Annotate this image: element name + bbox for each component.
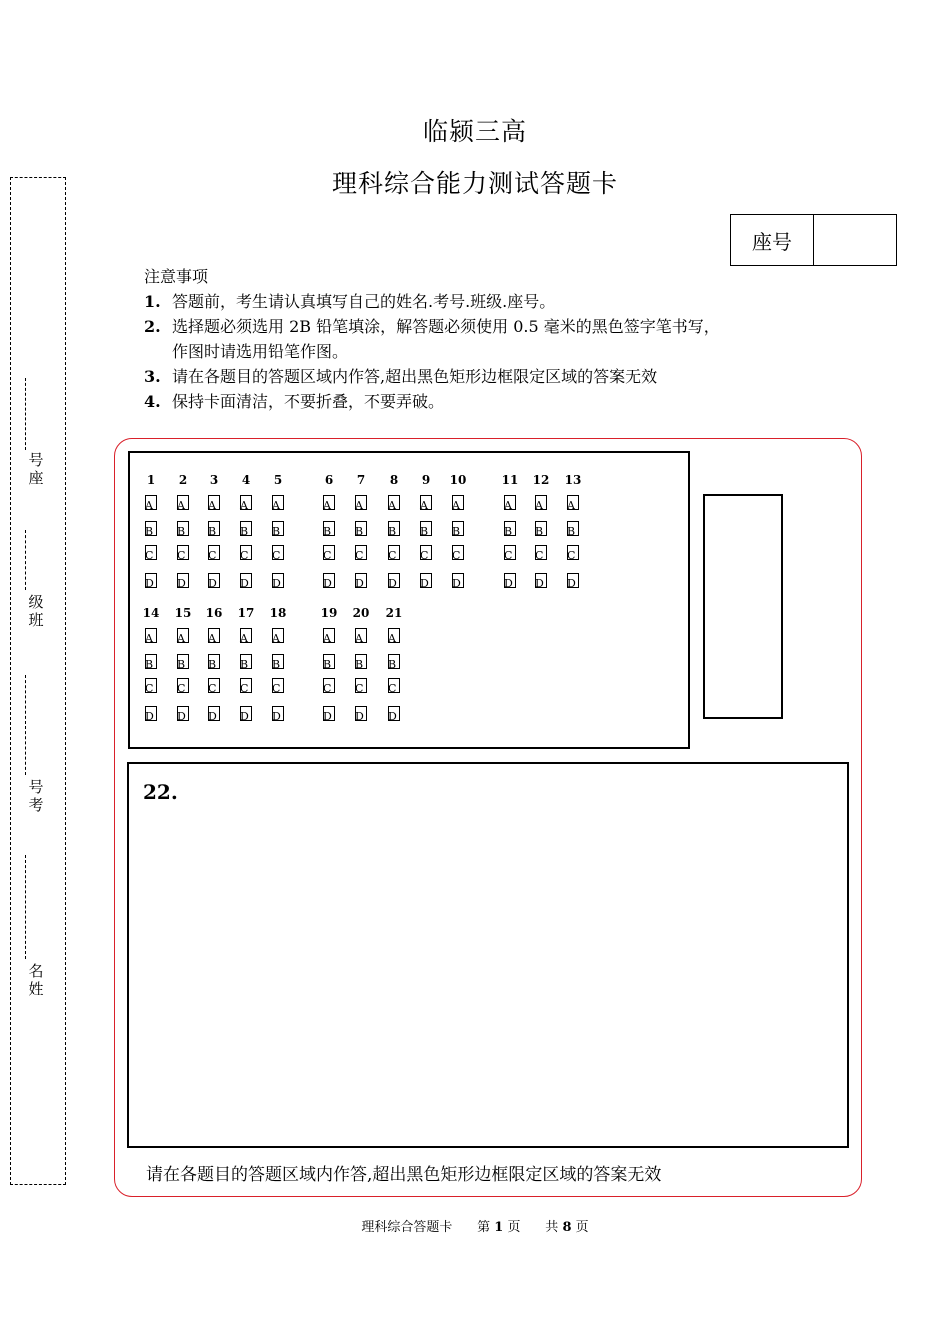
question-number: 13	[564, 473, 582, 487]
answer-bubble-d[interactable]: D	[452, 573, 464, 588]
answer-bubble-c[interactable]: C	[272, 678, 284, 693]
notice-item-text: 保持卡面清洁，不要折叠，不要弄破。	[172, 392, 445, 411]
answer-bubble-c[interactable]: C	[355, 678, 367, 693]
notice-item	[144, 289, 844, 314]
answer-bubble-b[interactable]: B	[452, 521, 464, 536]
field-label-char: 号	[28, 778, 44, 796]
field-label-char: 考	[28, 796, 44, 814]
question-number: 7	[356, 473, 366, 487]
answer-bubble-d[interactable]: D	[208, 706, 220, 721]
answer-bubble-d[interactable]: D	[567, 573, 579, 588]
seat-number-label: 座号	[731, 215, 814, 265]
answer-bubble-d[interactable]: D	[272, 573, 284, 588]
field-label-char: 班	[28, 611, 44, 629]
answer-bubble-a[interactable]: A	[208, 495, 220, 510]
footer-total-pages: 8	[562, 1220, 572, 1235]
question-number: 20	[352, 606, 370, 620]
field-underline	[25, 530, 32, 590]
answer-bubble-c[interactable]: C	[240, 545, 252, 560]
answer-bubble-b[interactable]: B	[145, 654, 157, 669]
answer-bubble-d[interactable]: D	[177, 573, 189, 588]
question-number: 5	[273, 473, 283, 487]
answer-bubble-d[interactable]: D	[240, 573, 252, 588]
answer-bubble-b[interactable]: B	[388, 654, 400, 669]
answer-bubble-d[interactable]: D	[420, 573, 432, 588]
name-field[interactable]	[23, 855, 47, 1000]
answer-bubble-c[interactable]: C	[272, 545, 284, 560]
answer-bubble-c[interactable]: C	[388, 545, 400, 560]
answer-bubble-a[interactable]: A	[145, 495, 157, 510]
field-label-char: 号	[28, 451, 44, 469]
answer-bubble-c[interactable]: C	[504, 545, 516, 560]
answer-bubble-c[interactable]: C	[388, 678, 400, 693]
question-number: 2	[178, 473, 188, 487]
answer-bubble-b[interactable]: B	[272, 654, 284, 669]
answer-bubble-c[interactable]: C	[323, 545, 335, 560]
bottom-warning-note: 请在各题目的答题区域内作答,超出黑色矩形边框限定区域的答案无效	[146, 1165, 662, 1185]
question-22-answer-box[interactable]	[127, 762, 849, 1148]
answer-bubble-c[interactable]: C	[420, 545, 432, 560]
answer-bubble-a[interactable]: A	[323, 628, 335, 643]
answer-bubble-a[interactable]: A	[388, 495, 400, 510]
notice-item	[144, 314, 844, 364]
answer-bubble-a[interactable]: A	[208, 628, 220, 643]
notice-item-number: 4.	[144, 392, 161, 411]
answer-bubble-c[interactable]: C	[208, 545, 220, 560]
field-underline	[25, 675, 32, 775]
answer-bubble-c[interactable]: C	[355, 545, 367, 560]
answer-bubble-a[interactable]: A	[323, 495, 335, 510]
notice-item	[144, 364, 844, 389]
question-number: 18	[269, 606, 287, 620]
answer-bubble-c[interactable]: C	[177, 678, 189, 693]
seat-field[interactable]	[23, 378, 47, 488]
answer-bubble-b[interactable]: B	[208, 521, 220, 536]
question-number: 8	[389, 473, 399, 487]
answer-bubble-d[interactable]: D	[177, 706, 189, 721]
question-number: 14	[142, 606, 160, 620]
answer-bubble-d[interactable]: D	[145, 706, 157, 721]
answer-bubble-b[interactable]: B	[535, 521, 547, 536]
answer-bubble-d[interactable]: D	[388, 573, 400, 588]
footer-card-name: 理科综合答题卡	[361, 1220, 453, 1235]
answer-bubble-a[interactable]: A	[388, 628, 400, 643]
footer-page-suffix: 页	[507, 1220, 521, 1235]
question-number: 21	[385, 606, 403, 620]
answer-bubble-c[interactable]: C	[145, 545, 157, 560]
answer-bubble-b[interactable]: B	[323, 654, 335, 669]
question-22-label: 22.	[143, 780, 178, 804]
seat-number-box	[730, 214, 897, 266]
answer-bubble-b[interactable]: B	[323, 521, 335, 536]
question-number: 3	[209, 473, 219, 487]
answer-bubble-a[interactable]: A	[240, 495, 252, 510]
answer-bubble-d[interactable]: D	[535, 573, 547, 588]
field-label-char: 姓	[28, 980, 44, 998]
answer-bubble-c[interactable]: C	[567, 545, 579, 560]
answer-bubble-a[interactable]: A	[420, 495, 432, 510]
answer-bubble-b[interactable]: B	[208, 654, 220, 669]
page-footer	[0, 1216, 950, 1235]
question-number: 1	[146, 473, 156, 487]
field-underline	[25, 378, 32, 450]
question-number: 9	[421, 473, 431, 487]
answer-bubble-b[interactable]: B	[388, 521, 400, 536]
question-number: 11	[501, 473, 519, 487]
question-number: 15	[174, 606, 192, 620]
answer-bubble-d[interactable]: D	[504, 573, 516, 588]
answer-bubble-b[interactable]: B	[355, 521, 367, 536]
field-label-char: 座	[28, 469, 44, 487]
answer-bubble-b[interactable]: B	[240, 654, 252, 669]
answer-bubble-d[interactable]: D	[240, 706, 252, 721]
school-name: 临颍三高	[422, 117, 527, 146]
answer-bubble-a[interactable]: A	[452, 495, 464, 510]
question-number: 10	[449, 473, 467, 487]
answer-bubble-b[interactable]: B	[567, 521, 579, 536]
answer-bubble-d[interactable]: D	[355, 573, 367, 588]
class-field[interactable]	[23, 530, 47, 630]
answer-bubble-c[interactable]: C	[208, 678, 220, 693]
answer-bubble-a[interactable]: A	[272, 495, 284, 510]
footer-total-suffix: 页	[575, 1220, 589, 1235]
question-number: 6	[324, 473, 334, 487]
field-label-char: 名	[28, 962, 44, 980]
answer-bubble-b[interactable]: B	[420, 521, 432, 536]
field-label-char: 级	[28, 593, 44, 611]
question-number: 16	[205, 606, 223, 620]
answer-bubble-c[interactable]: C	[323, 678, 335, 693]
answer-bubble-d[interactable]: D	[388, 706, 400, 721]
answer-bubble-a[interactable]: A	[355, 628, 367, 643]
question-number: 17	[237, 606, 255, 620]
answer-bubble-b[interactable]: B	[177, 521, 189, 536]
answer-bubble-c[interactable]: C	[145, 678, 157, 693]
answer-bubble-a[interactable]: A	[504, 495, 516, 510]
answer-bubble-c[interactable]: C	[452, 545, 464, 560]
answer-bubble-a[interactable]: A	[145, 628, 157, 643]
footer-page-prefix: 第	[477, 1220, 491, 1235]
field-underline	[25, 855, 32, 959]
answer-bubble-b[interactable]: B	[504, 521, 516, 536]
answer-bubble-a[interactable]: A	[177, 628, 189, 643]
seat-number-field[interactable]	[814, 215, 896, 265]
notice-heading: 注意事项	[144, 267, 209, 286]
notice-item-number: 1.	[144, 292, 161, 311]
barcode-area	[703, 494, 783, 719]
answer-bubble-a[interactable]: A	[567, 495, 579, 510]
answer-bubble-c[interactable]: C	[240, 678, 252, 693]
answer-bubble-b[interactable]: B	[145, 521, 157, 536]
answer-bubble-d[interactable]: D	[355, 706, 367, 721]
notice-item-number: 2.	[144, 317, 161, 336]
footer-page-number: 1	[494, 1220, 504, 1235]
card-title: 理科综合能力测试答题卡	[331, 169, 618, 198]
answer-bubble-b[interactable]: B	[240, 521, 252, 536]
notice-item-number: 3.	[144, 367, 161, 386]
question-number: 19	[320, 606, 338, 620]
answer-bubble-b[interactable]: B	[177, 654, 189, 669]
answer-bubble-a[interactable]: A	[177, 495, 189, 510]
question-number: 12	[532, 473, 550, 487]
answer-bubble-d[interactable]: D	[323, 706, 335, 721]
answer-bubble-c[interactable]: C	[535, 545, 547, 560]
answer-bubble-d[interactable]: D	[208, 573, 220, 588]
answer-bubble-d[interactable]: D	[145, 573, 157, 588]
answer-bubble-d[interactable]: D	[323, 573, 335, 588]
answer-bubble-c[interactable]: C	[177, 545, 189, 560]
answer-bubble-b[interactable]: B	[355, 654, 367, 669]
answer-bubble-b[interactable]: B	[272, 521, 284, 536]
footer-total-prefix: 共	[545, 1220, 559, 1235]
notice-section	[144, 264, 844, 414]
answer-bubble-a[interactable]: A	[535, 495, 547, 510]
exam-number-field[interactable]	[23, 675, 47, 815]
notice-item-text: 答题前，考生请认真填写自己的姓名.考号.班级.座号。	[172, 292, 556, 311]
answer-bubble-d[interactable]: D	[272, 706, 284, 721]
answer-bubble-a[interactable]: A	[240, 628, 252, 643]
notice-item-text: 选择题必须选用 2B 铅笔填涂，解答题必须使用 0.5 毫米的黑色签字笔书写， 作图时请选用铅笔作图。	[172, 317, 720, 361]
answer-bubble-a[interactable]: A	[272, 628, 284, 643]
question-number: 4	[241, 473, 251, 487]
notice-item	[144, 389, 844, 414]
notice-item-text: 请在各题目的答题区域内作答,超出黑色矩形边框限定区域的答案无效	[172, 367, 658, 386]
answer-bubble-a[interactable]: A	[355, 495, 367, 510]
